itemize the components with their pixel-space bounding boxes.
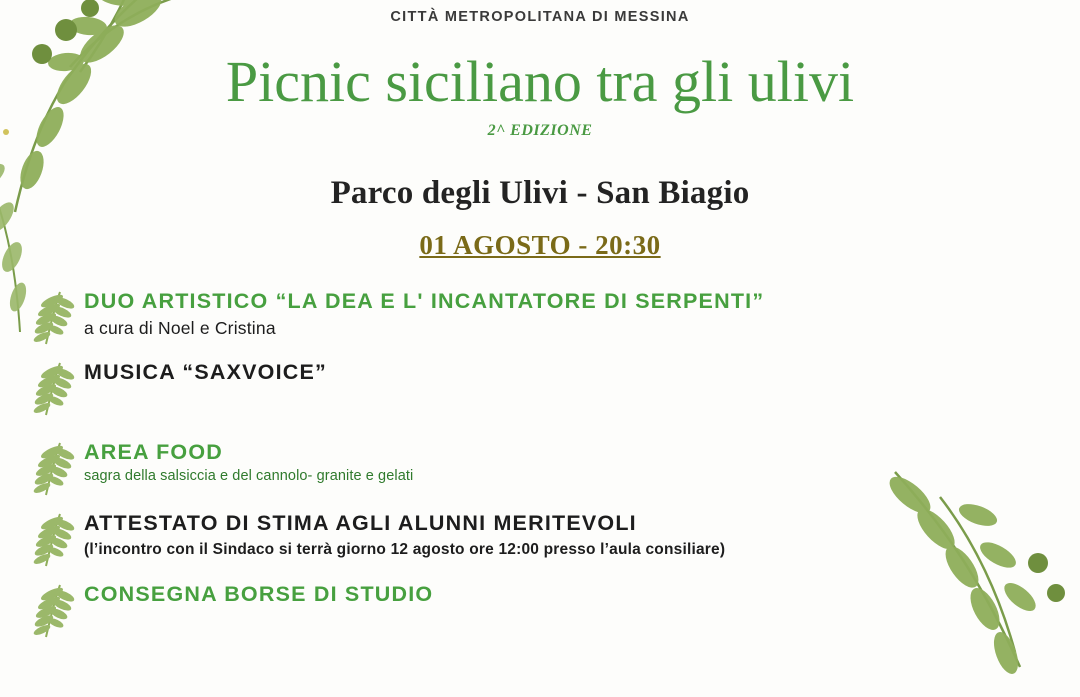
program-item [30,438,1080,498]
program-item-texts [84,509,1080,559]
fern-leaf-bullet-icon [30,511,84,569]
program-item-subtitle: sagra della salsiccia e del cannolo- granite e gelati [84,467,414,484]
program-item-texts [84,358,1080,389]
program-list [0,287,1080,640]
event-edition: 2^ EDIZIONE [487,122,593,139]
event-title: Picnic siciliano tra gli ulivi [225,49,855,114]
program-item [30,580,1080,640]
fern-leaf-bullet-icon [30,440,84,498]
program-item-subtitle: (l’incontro con il Sindaco si terrà giorno 12 agosto ore 12:00 presso l’aula consiliare) [84,540,726,558]
fern-leaf-bullet-icon [30,582,84,640]
poster-header [0,0,1080,261]
event-venue: Parco degli Ulivi - San Biagio [330,175,750,211]
citta-metropolitana-subtitle: CITTÀ METROPOLITANA DI MESSINA [390,9,690,25]
event-date-time: 01 AGOSTO - 20:30 [419,230,661,260]
program-item-texts [84,438,1080,484]
program-item [30,509,1080,569]
program-item-title: ATTESTATO DI STIMA AGLI ALUNNI MERITEVOLI [84,511,637,535]
program-item-texts [84,287,1080,339]
fern-leaf-bullet-icon [30,289,84,347]
program-item-subtitle: a cura di Noel e Cristina [84,317,276,338]
program-item [30,287,1080,347]
program-item [30,358,1080,418]
program-item-texts [84,580,1080,607]
program-item-title: CONSEGNA BORSE DI STUDIO [84,582,434,606]
fern-leaf-bullet-icon [30,360,84,418]
program-item-title: MUSICA “SAXVOICE” [84,360,327,384]
program-item-title: DUO ARTISTICO “LA DEA E L' INCANTATORE DI SERPENTI” [84,289,765,313]
program-item-title: AREA FOOD [84,440,224,464]
